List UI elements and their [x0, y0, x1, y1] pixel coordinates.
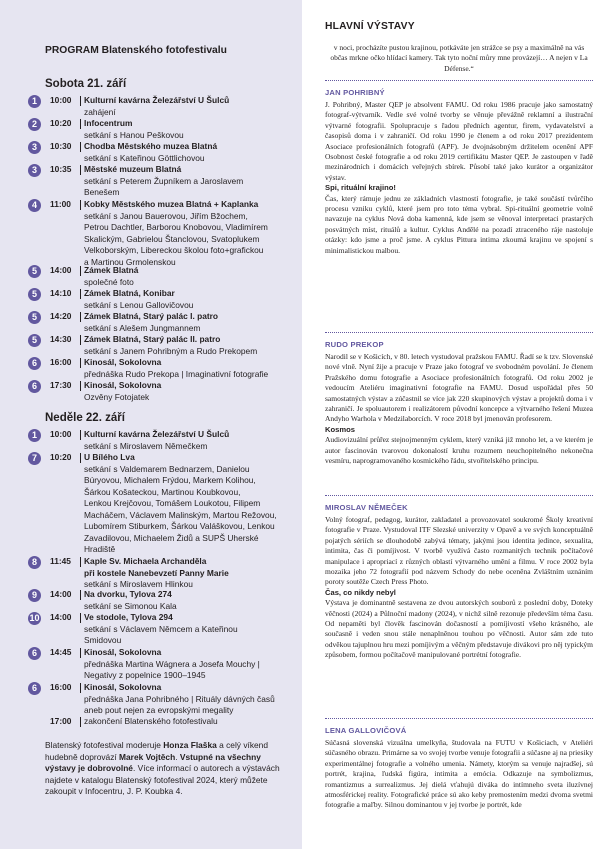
divider — [80, 289, 81, 299]
location-number-badge: 8 — [28, 556, 41, 569]
event-venue: Kinosál, Sokolovna — [84, 682, 162, 692]
exhibition-text: Výstava je dominantně sestavena ze dvou autorských souborů z poslední doby, Doteky věčnosti (2024) a Půlnoční madony (2024), v nichž silně rezonuje především téma času. Od nepaměti byl člověk fascinován dočasností a pomíjivostí všeho krásného, ale současně i veden snou stále nenaplněnou touhou po věčnosti. Autor sám zde tuto odvěkou tajuplnou hru mezi pomíjivým a věčným představuje divákovi pro něj typickým způsobem, formou počítačově manipulované portrétní fotografie. — [325, 598, 593, 660]
location-number-badge: 4 — [28, 199, 41, 212]
location-number-badge: 6 — [28, 682, 41, 695]
event-time: 10:20 — [50, 452, 72, 462]
event-venue: Na dvorku, Tylova 274 — [84, 589, 172, 599]
exhibition-text: Čas, který rámuje jednu ze základních vlastností fotografie, je také součástí tvůrčího procesu vzniku cyklů, které jsem pro toto téma vybral. Spi-rituální geometrie volně navazuje na cyklus Nová doba kamenná, kde jsem se věnoval interpretaci prastarých posvátných míst, rituálů a kultur. Cyklus Andělé na pozadí ztraceného ráje nastoluje otázky: kdo jsme a proč jsme. A cyklus Pittura intima zkoumá krajinu ve spojení s minimalistickou malbou. — [325, 193, 593, 255]
event-desc: setkání s Valdemarem Bednarzem, Danielou Búryovou, Michalem Frýdou, Markem Kolihou, Šárkou Košateckou, Martinou Koubkovou, Lenkou Krejčovou, Tomášem Loukotou, Filipem Macháčem, Václavem Malinským, Martou Režovou, Lubomírem Stiburkem, Šárkou Valáškovou, Lenkou Zavadilovou, Michaelem Židů a SUPŠ Uherské Hradiště — [84, 463, 277, 554]
divider — [80, 717, 81, 727]
exhibition-title: Čas, co nikdy nebyl — [325, 587, 396, 597]
divider — [80, 96, 81, 106]
event-venue: Kinosál, Sokolovna — [84, 357, 162, 367]
event-time: 16:00 — [50, 357, 72, 367]
bio-text: Volný fotograf, pedagog, kurátor, zakladatel a provozovatel soukromé Školy kreativní fotografie v Praze. Vystudoval ITF Slezské univerzity v Opavě a ve svých konceptuálně pojatých sériích se dlouhodobě zabývá tématy, jakými jsou identita jedince, sexualita, intimita, čas či pomíjivost. V tvorbě využívá často rozmanitých technik počítačové manipulace i apropriací z různých oblastí výtvarného umění a filmu. V roce 2002 byla mozaika jeho 72 fotografií pod názvem Schody do nebe oceněna Zvláštním uznáním poroty soutěže Czech Press Photo. — [325, 515, 593, 587]
note-text: . — [175, 751, 180, 762]
note-bold: Honza Flaška — [163, 740, 217, 750]
event-time: 16:00 — [50, 682, 72, 692]
event-venue: Kulturní kavárna Železářství U Šulců — [84, 95, 230, 105]
bio-text: Narodil se v Košicích, v 80. letech vystudoval pražskou FAMU. Řadí se k tzv. Slovenské nové vlně. Nyní žije a pracuje v Praze jako fotograf ve svobodném povolání. Je členem Pražského domu fotografie a Asociace profesionálních fotografů. Od roku 2002 je vedoucím Ateliéru imaginativní fotografie na FAMU. Dosud uspořádal přes 50 samostatných výstav a zúčastnil se více jak 220 skupinových výstav a projektů doma i v zahraničí. Je spoluautorem i realizátorem původní koncepce a výtvarného řešení Muzea Andyho Warhola v Medzilaborcích. V roce 2018 byl jmenován profesorem. — [325, 352, 593, 424]
author-name: LENA GALLOVIČOVÁ — [325, 726, 407, 735]
section-separator — [325, 80, 593, 81]
event-time: 10:00 — [50, 429, 72, 439]
moderator-note — [45, 740, 280, 798]
author-name: MIROSLAV NĚMEČEK — [325, 503, 408, 512]
divider — [80, 266, 81, 276]
divider — [80, 335, 81, 345]
note-text: . Více informací o autorech a výstavách najdete v katalogu Blatenský fotofestival 2024, který můžete zakoupit v Infocentru, J. P. Koubka 4. — [45, 763, 280, 797]
location-number-badge: 5 — [28, 288, 41, 301]
location-number-badge: 3 — [28, 141, 41, 154]
location-number-badge: 6 — [28, 647, 41, 660]
divider — [80, 200, 81, 210]
divider — [80, 590, 81, 600]
event-time: 14:00 — [50, 612, 72, 622]
event-time: 14:30 — [50, 334, 72, 344]
location-number-badge: 6 — [28, 357, 41, 370]
event-time: 11:00 — [50, 199, 71, 209]
section-title: HLAVNÍ VÝSTAVY — [325, 21, 415, 32]
event-venue: U Bílého Lva — [84, 452, 135, 462]
event-desc: zakončení Blatenského fotofestivalu — [84, 716, 218, 726]
section-separator — [325, 495, 593, 496]
note-bold: Vstupné na všechny výstavy je dobrovolné — [45, 751, 261, 774]
location-number-badge: 3 — [28, 164, 41, 177]
location-number-badge: 9 — [28, 589, 41, 602]
event-venue: Chodba Městského muzea Blatná — [84, 141, 218, 151]
exhibition-text: Audiovizuální průřez stejnojmenným cyklem, který vzniká již mnoho let, a ve kterém je autor fascinován tvarovou dokonalostí kruhu rozumem neuchopitelného nekonečna vesmíru, naprogramovaného kosmického řádu, stvořitelského principu. — [325, 435, 593, 466]
event-venue: Zámek Blatná — [84, 265, 139, 275]
divider — [80, 648, 81, 658]
event-venue: Zámek Blatná, Starý palác II. patro — [84, 334, 221, 344]
note-text: a celý víkend hudebně doprovází — [45, 740, 268, 762]
event-venue: Ve stodole, Tylova 294 — [84, 612, 173, 622]
event-time: 14:45 — [50, 647, 72, 657]
event-desc: setkání s Lenou Gallovičovou — [84, 299, 194, 310]
event-desc: zahájení — [84, 106, 116, 117]
divider — [80, 165, 81, 175]
event-desc: setkání s Peterem Župníkem a Jaroslavem Benešem — [84, 175, 244, 197]
author-bio — [325, 100, 593, 256]
divider — [80, 430, 81, 440]
author-bio — [325, 352, 593, 466]
event-time: 10:00 — [50, 95, 72, 105]
divider — [80, 142, 81, 152]
note-text: Blatenský fotofestival moderuje — [45, 740, 164, 750]
event-desc: setkání s Hanou Peškovou — [84, 129, 184, 140]
event-venue: Městské muzeum Blatná — [84, 164, 182, 174]
event-venue: Kaple Sv. Michaela Archanděla při kostele Nanebevzetí Panny Marie — [84, 556, 229, 578]
divider — [80, 683, 81, 693]
section-separator — [325, 332, 593, 333]
location-number-badge: 5 — [28, 334, 41, 347]
divider — [80, 312, 81, 322]
event-desc: setkání s Janou Bauerovou, Jiřím Bžochem, Petrou Dachtler, Barborou Knobovou, Vladimírem Skalickým, Gabrielou Štanclovou, Svatoplukem Velkoborským, Libereckou školou foto+grafickou a Martinou Grmolenskou — [84, 210, 268, 267]
event-venue: Kinosál, Sokolovna — [84, 647, 162, 657]
author-bio — [325, 515, 593, 661]
event-time: 14:00 — [50, 265, 72, 275]
event-venue: Kinosál, Sokolovna — [84, 380, 162, 390]
divider — [80, 358, 81, 368]
event-desc: setkání se Simonou Kala — [84, 600, 177, 611]
bio-text: J. Pohribný, Master QEP je absolvent FAMU. Od roku 1986 pracuje jako samostatný fotograf-výtvarník. Vedle své volné tvorby se věnuje převážně reklamní a ilustrační výtvarné fotografii. Spolupracuje s řadou předních agentur, firem, vydavatelství a časopisů doma i v zahraničí. Od roku 1990 je členem a od roku 2017 prezidentem Asociace profesionálních fotografů (APF). Je dvojnásobným držitelem ocenění APF Osobnost české fotografie a od roku 2019 certifikátu Master QEP. Je zastoupen v řadě mezinárodních i domácích veřejných sbírek. Působí také jako kurátor a organizátor výstav. — [325, 100, 593, 182]
location-number-badge: 5 — [28, 311, 41, 324]
location-number-badge: 10 — [29, 613, 40, 623]
event-venue: Infocentrum — [84, 118, 133, 128]
location-number-badge: 2 — [28, 118, 41, 131]
event-desc: Ozvěny Fotojatek — [84, 391, 150, 402]
note-bold: Marek Vojtěch — [119, 751, 176, 762]
divider — [80, 381, 81, 391]
section-separator — [325, 718, 593, 719]
event-time: 10:20 — [50, 118, 72, 128]
event-desc: setkání s Miroslavem Hlinkou — [84, 579, 193, 589]
divider — [80, 453, 81, 463]
exhibitions-column — [313, 0, 592, 849]
location-number-badge: 7 — [28, 452, 41, 465]
event-time: 17:00 — [50, 716, 72, 726]
day-heading-saturday: Sobota 21. září — [45, 78, 127, 90]
event-desc: setkání s Alešem Jungmannem — [84, 322, 201, 333]
exhibition-title: Spi, rituální krajino! — [325, 183, 396, 193]
bio-text: Súčasná slovenská vizuálna umelkyňa, študovala na FUTU v Košiciach, v Ateliéri súčasného obrazu. Primárne sa vo svojej tvorbe venuje fotografii a súčasne aj na priesiky experimentálnej fotografie a volného umenia. Námety, ktorým sa venuje najradšej, sú portrét, krajina, ľudská figúra, intimita a emócia. Odkazuje na symbolizmus, romantizmus a surrealizmus. Jej dielá vťahujú diváka do intímneho sveta iluzívnej atmosférickej reality. Fotografické práce sú ako keby premostením medzi dvoma svetmi fotografie a maľby. Silnou dominantou v jej tvorbe je portrét, kde — [325, 738, 593, 810]
event-time: 14:20 — [50, 311, 72, 321]
event-venue: Zámek Blatná, Konibar — [84, 288, 175, 298]
location-number-badge: 6 — [28, 380, 41, 393]
event-time: 14:00 — [50, 589, 72, 599]
event-desc: setkání s Václavem Němcem a Kateřinou Smidovou — [84, 623, 238, 645]
intro-quote: v noci, procházíte pustou krajinou, potkáváte jen strážce se psy a maximálně na vás občas mrkne očko hlídací kamery. Tak tyto noční můry mne provázejí… A nejen v La Défense.“ — [330, 43, 588, 73]
exhibition-title: Kosmos — [325, 424, 355, 434]
event-desc: setkání s Janem Pohribným a Rudo Prekopem — [84, 345, 258, 356]
event-venue: Zámek Blatná, Starý palác I. patro — [84, 311, 219, 321]
location-number-badge: 1 — [28, 95, 41, 108]
event-desc: přednáška Martina Wágnera a Josefa Mouchy | Negativy z popelnice 1900–1945 — [84, 658, 260, 680]
event-venue: Kulturní kavárna Železářství U Šulců — [84, 429, 230, 439]
event-time: 17:30 — [50, 380, 72, 390]
event-desc: přednáška Rudo Prekopa | Imaginativní fotografie — [84, 368, 269, 379]
author-name: RUDO PREKOP — [325, 340, 384, 349]
event-venue: Kobky Městského muzea Blatná + Kaplanka — [84, 199, 259, 209]
divider — [80, 613, 81, 623]
event-desc: setkání s Kateřinou Göttlichovou — [84, 152, 205, 163]
program-title: PROGRAM Blatenského fotofestivalu — [45, 45, 227, 56]
event-desc: setkání s Miroslavem Němečkem — [84, 440, 208, 451]
event-time: 11:45 — [50, 556, 71, 566]
day-heading-sunday: Neděle 22. září — [45, 412, 125, 424]
event-desc: přednáška Jana Pohribného | Rituály dávných časů aneb pout nejen za evropskými megality — [84, 693, 275, 715]
event-desc: společné foto — [84, 276, 134, 287]
divider — [80, 119, 81, 129]
location-number-badge: 5 — [28, 265, 41, 278]
event-time: 10:30 — [50, 141, 72, 151]
author-bio — [325, 738, 593, 811]
author-name: JAN POHRIBNÝ — [325, 88, 385, 97]
divider — [80, 557, 81, 567]
event-time: 14:10 — [50, 288, 72, 298]
event-time: 10:35 — [50, 164, 72, 174]
location-number-badge: 1 — [28, 429, 41, 442]
